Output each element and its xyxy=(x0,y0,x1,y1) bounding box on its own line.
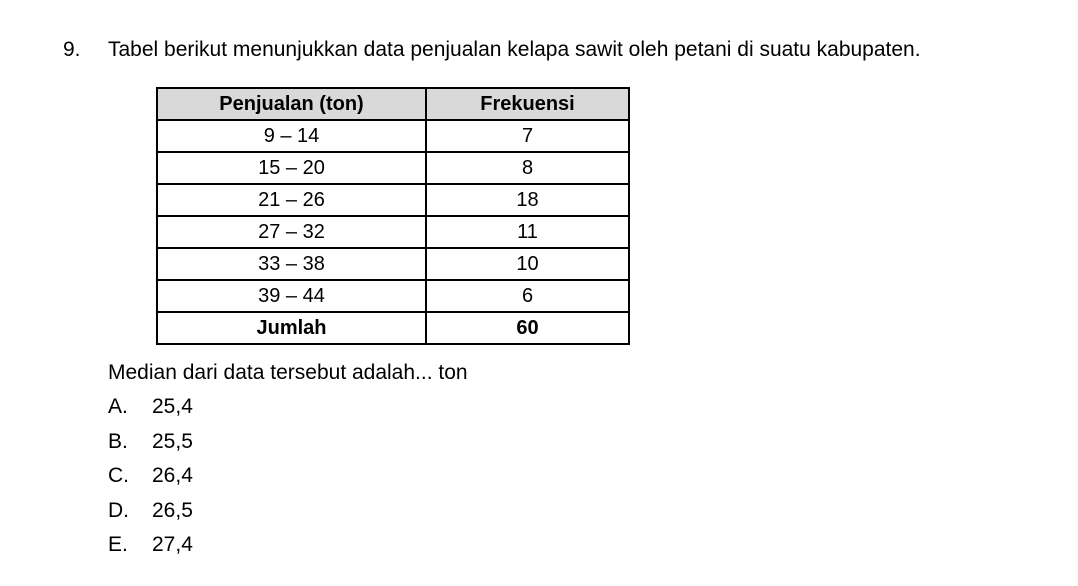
option-letter: D. xyxy=(108,498,129,522)
option-letter: B. xyxy=(108,429,128,453)
total-label: Jumlah xyxy=(157,312,426,344)
option-value: 25,4 xyxy=(152,395,193,418)
header-sales: Penjualan (ton) xyxy=(157,88,426,120)
table-row xyxy=(157,280,629,312)
frequency-table xyxy=(156,87,630,345)
sales-range: 21 – 26 xyxy=(157,184,426,216)
question-number: 9. xyxy=(63,38,81,61)
option-b[interactable] xyxy=(108,428,193,463)
option-c[interactable] xyxy=(108,462,193,497)
table-row xyxy=(157,152,629,184)
option-value: 26,4 xyxy=(152,464,193,487)
frequency-value: 18 xyxy=(426,184,629,216)
sales-range: 15 – 20 xyxy=(157,152,426,184)
answer-options xyxy=(108,393,193,566)
sales-range: 27 – 32 xyxy=(157,216,426,248)
option-letter: A. xyxy=(108,395,128,418)
sales-range: 9 – 14 xyxy=(157,120,426,152)
frequency-value: 6 xyxy=(426,280,629,312)
table-row xyxy=(157,216,629,248)
option-value: 27,4 xyxy=(152,533,193,556)
table-total-row xyxy=(157,312,629,344)
frequency-value: 10 xyxy=(426,248,629,280)
sales-range: 33 – 38 xyxy=(157,248,426,280)
frequency-value: 11 xyxy=(426,216,629,248)
option-value: 25,5 xyxy=(152,429,193,453)
option-d[interactable] xyxy=(108,497,193,532)
sales-range: 39 – 44 xyxy=(157,280,426,312)
frequency-value: 7 xyxy=(426,120,629,152)
table-row xyxy=(157,120,629,152)
option-value: 26,5 xyxy=(152,498,193,522)
header-frequency: Frekuensi xyxy=(426,88,629,120)
table-row xyxy=(157,248,629,280)
option-letter: E. xyxy=(108,533,128,556)
question-text: Tabel berikut menunjukkan data penjualan kelapa sawit oleh petani di suatu kabupaten. xyxy=(108,38,921,61)
question-prompt: Median dari data tersebut adalah... ton xyxy=(108,361,468,384)
frequency-value: 8 xyxy=(426,152,629,184)
table-row xyxy=(157,184,629,216)
total-value: 60 xyxy=(426,312,629,344)
table-header-row xyxy=(157,88,629,120)
option-letter: C. xyxy=(108,464,129,487)
option-e[interactable] xyxy=(108,531,193,566)
option-a[interactable] xyxy=(108,393,193,428)
